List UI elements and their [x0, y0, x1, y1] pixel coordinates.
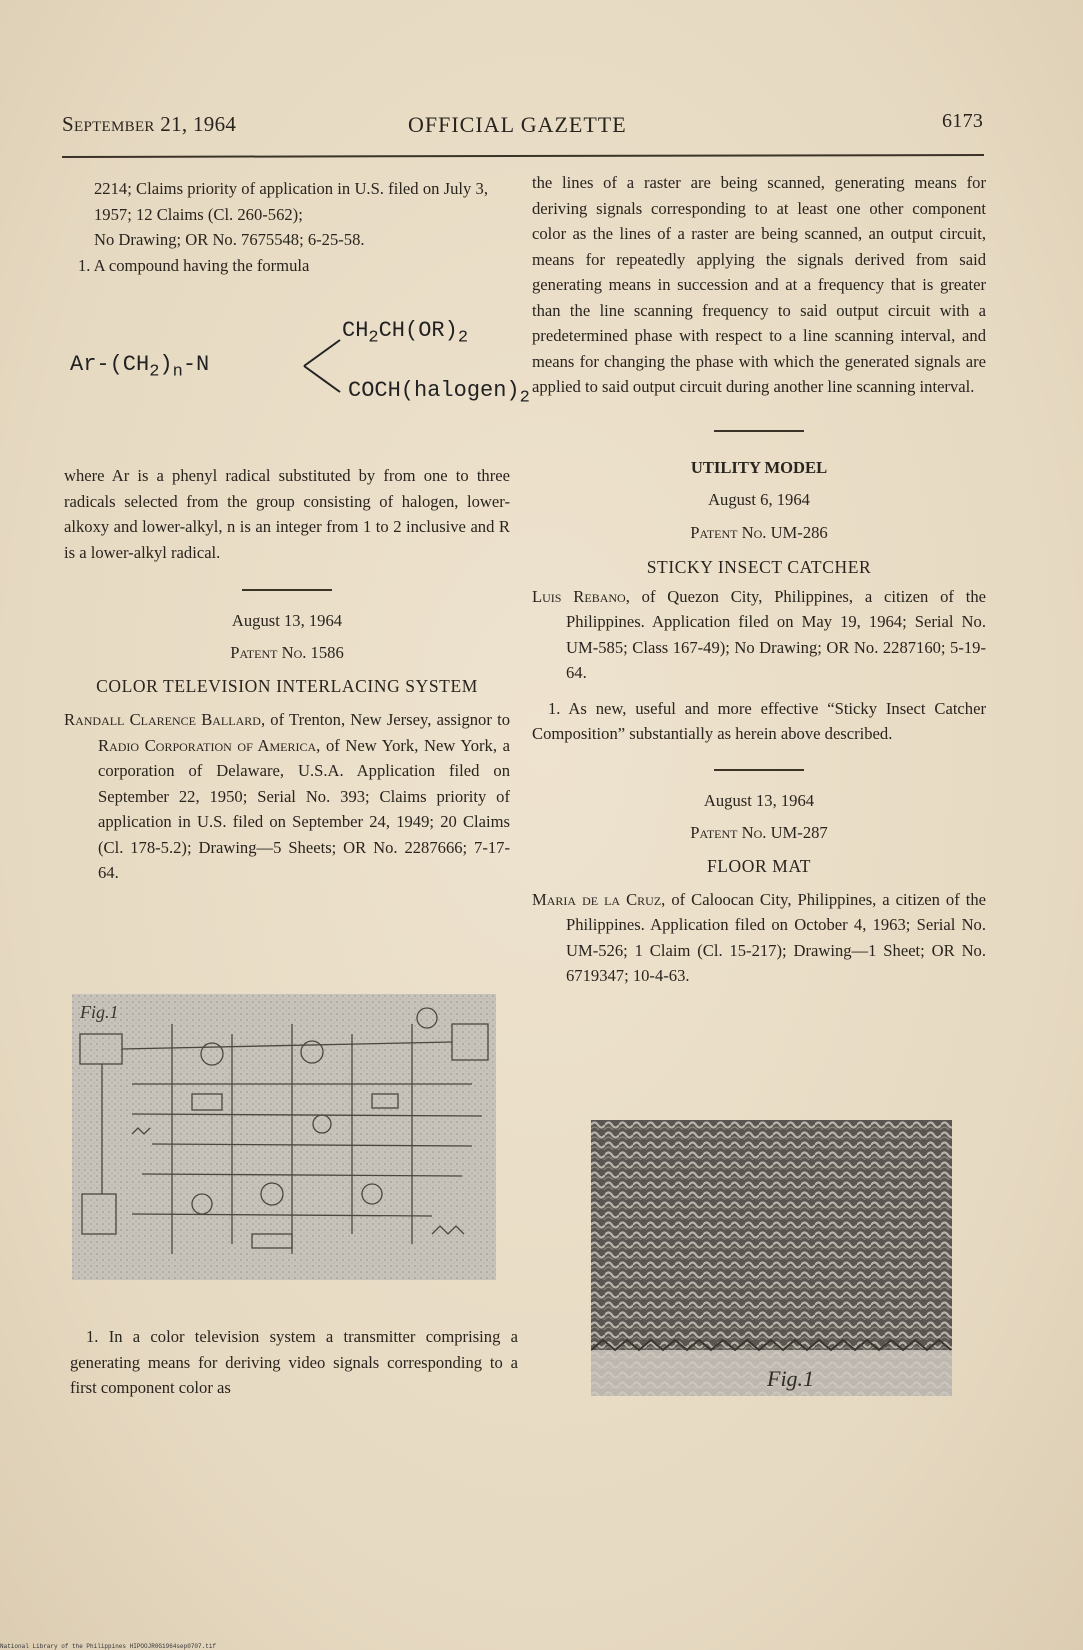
- chemical-formula: [70, 318, 530, 418]
- section-title: UTILITY MODEL: [690, 457, 828, 477]
- formula-upper-sub: 2: [368, 328, 379, 348]
- um287-patent-number: Patent No. UM-287: [690, 822, 828, 842]
- formula-left: Ar-(CH: [70, 352, 150, 377]
- assignee-name: Radio Corporation of America: [98, 735, 317, 755]
- left-column-top: [78, 176, 488, 278]
- patent-number: Patent No. 1586: [230, 643, 344, 662]
- figure-label: Fig.1: [80, 1002, 119, 1022]
- um286-applicant: [532, 584, 986, 686]
- header-date: September 21, 1964: [62, 112, 237, 136]
- um287-applicant-name: Maria de la Cruz: [532, 889, 662, 909]
- right-column: [532, 170, 986, 989]
- formula-upper: CH: [342, 318, 369, 343]
- header-title: OFFICIAL GAZETTE: [408, 112, 627, 137]
- formula-paren: ): [159, 352, 173, 377]
- applicant-details: [64, 707, 510, 886]
- separator-rule: [714, 769, 804, 771]
- formula-sub-2: 2: [149, 362, 160, 382]
- formula-lower: COCH(halogen): [348, 378, 520, 403]
- um286-date: August 6, 1964: [708, 489, 810, 509]
- formula-branch-lines: [302, 334, 342, 398]
- um286-applicant-name: Luis Rebano: [532, 586, 626, 606]
- formula-definition: where Ar is a phenyl radical substituted by from one to three radicals selected from the group consisting of halogen, lower-alkoxy and lower-alkyl, n is an integer from 1 to 2 inclusive and R is a lower-alkyl radical.: [64, 466, 510, 562]
- um287-applicant: [532, 887, 986, 989]
- um286-claim: 1. As new, useful and more effective “Sticky Insect Catcher Composition” substantially as herein above described.: [532, 698, 986, 743]
- mat-figure-label: Fig.1: [767, 1366, 815, 1391]
- claim-formula-intro: 1. A compound having the formula: [78, 255, 310, 275]
- entry-date: August 13, 1964: [231, 611, 343, 630]
- um286-title: STICKY INSECT CATCHER: [646, 556, 872, 577]
- tv-claim-continued: the lines of a raster are being scanned, generating means for deriving signals corresponding to at least one other component color as the lines of a raster are being scanned, an output circuit, means for repeatedly applying the signals derived from said generating means in succession and at a frequency that is greater than the line scanning frequency to said output circuit with a predetermined phase with respect to a line scanning interval, and means for changing the phase with which the generated signals are applied to said output circuit during another line scanning interval.: [532, 173, 986, 396]
- formula-upper-rest: CH(OR): [378, 318, 458, 343]
- applicant-text-1: , of Trenton, New Jersey, assignor to: [260, 710, 510, 729]
- formula-upper-sub2: 2: [457, 328, 469, 348]
- tv-claim-text: 1. In a color television system a transmitter comprising a generating means for deriving video signals corresponding to a first component color as: [70, 1327, 518, 1397]
- um286-applicant-text: , of Quezon City, Philippines, a citizen of the Philippines. Application filed on May 19, 1964; Serial No. UM-585; Class 167-49); No Drawing; OR No. 2287160; 5-19-64.: [566, 586, 986, 682]
- um287-date: August 13, 1964: [703, 790, 815, 810]
- separator-rule: [242, 589, 332, 591]
- floor-mat-drawing: [591, 1120, 952, 1396]
- um286-patent-number: Patent No. UM-286: [690, 522, 828, 542]
- archive-footer: National Library of the Philippines HIPOOJR0G1964sep0707.tif: [0, 1643, 217, 1650]
- circuit-diagram-figure: [72, 994, 496, 1280]
- um287-applicant-text: , of Caloocan City, Philippines, a citizen of the Philippines. Application filed on October 4, 1963; Serial No. UM-526; 1 Claim (Cl. 15-217); Drawing—1 Sheet; OR No. 6719347; 10-4-63.: [566, 889, 987, 985]
- formula-lower-sub: 2: [519, 388, 530, 408]
- um287-title: FLOOR MAT: [706, 855, 812, 876]
- left-column-middle: [64, 463, 510, 886]
- header-rule: [62, 154, 984, 158]
- claim-priority-text: 2214; Claims priority of application in U.S. filed on July 3, 1957; 12 Claims (Cl. 260-562);: [94, 179, 488, 224]
- floor-mat-figure: [591, 1120, 952, 1396]
- applicant-text-2: , of New York, New York, a corporation of Delaware, U.S.A. Application filed on September 22, 1950; Serial No. 393; Claims priority of application in U.S. filed on September 24, 1949; 20 Claims (Cl. 178-5.2); Drawing—5 Sheets; OR No. 2287666; 7-17-64.: [98, 735, 510, 882]
- separator-rule: [714, 430, 804, 432]
- patent-title: COLOR TELEVISION INTERLACING SYSTEM: [96, 676, 478, 696]
- header-page-number: 6173: [942, 110, 984, 132]
- no-drawing-text: No Drawing; OR No. 7675548; 6-25-58.: [94, 230, 365, 249]
- formula-sub-n: n: [172, 362, 183, 382]
- formula-n-part: -N: [182, 352, 210, 377]
- left-column-claim: [70, 1324, 518, 1401]
- applicant-name: Randall Clarence Ballard: [64, 710, 261, 729]
- circuit-diagram-drawing: [72, 994, 496, 1280]
